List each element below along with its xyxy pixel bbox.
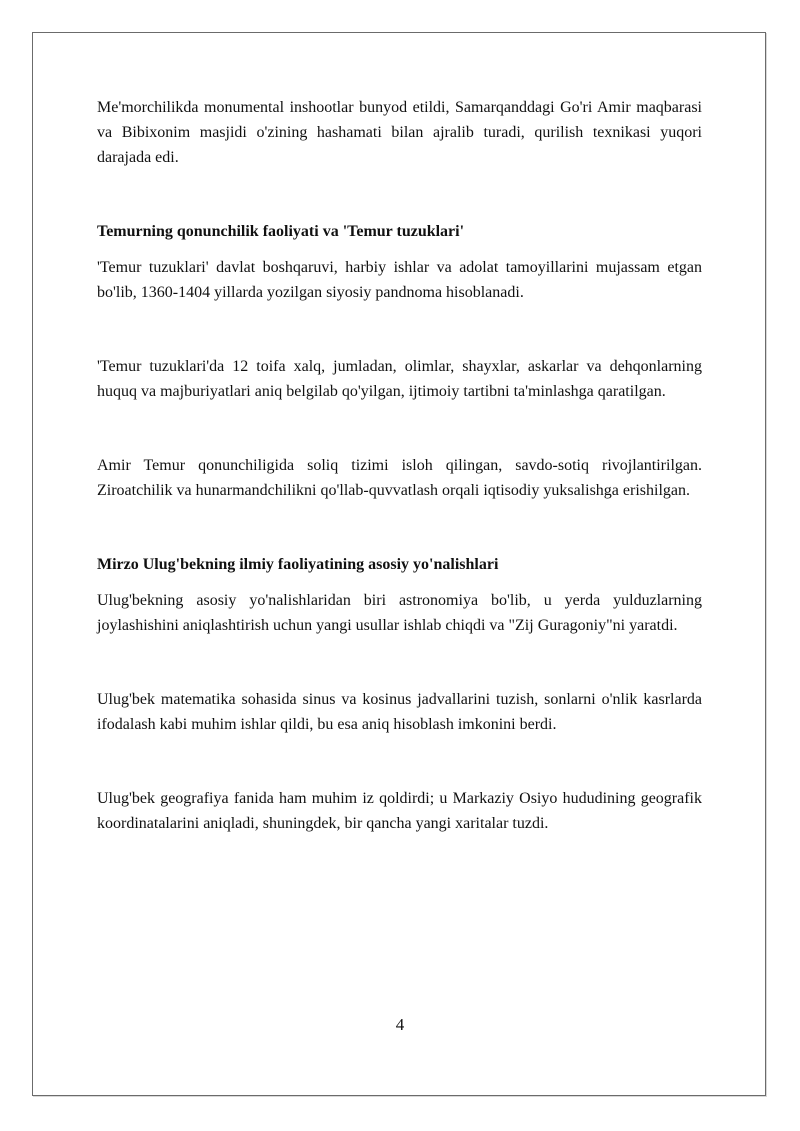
paragraph-architecture: Me'morchilikda monumental inshootlar bunyod etildi, Samarqanddagi Go'ri Amir maqbarasi va Bibixonim masjidi o'zining hashamati bilan ajralib turadi, qurilish texnikasi yuqori darajada edi.: [97, 99, 702, 166]
paragraph-tuzuklar-definition: 'Temur tuzuklari' davlat boshqaruvi, harbiy ishlar va adolat tamoyillarini mujassam etgan bo'lib, 1360-1404 yillarda yozilgan siyosiy pandnoma hisoblanadi.: [97, 259, 702, 301]
paragraph-tuzuklar-classes: 'Temur tuzuklari'da 12 toifa xalq, jumladan, olimlar, shayxlar, askarlar va dehqonlarning huquq va majburiyatlari aniq belgilab qo'yilgan, ijtimoiy tartibni ta'minlashga qaratilgan.: [97, 358, 702, 400]
paragraph-geography: Ulug'bek geografiya fanida ham muhim iz qoldirdi; u Markaziy Osiyo hududining geografik koordinatalarini aniqladi, shuningdek, bir qancha yangi xaritalar tuzdi.: [97, 790, 702, 832]
section-heading-legislation: Temurning qonunchilik faoliyati va 'Temur tuzuklari': [97, 223, 465, 240]
paragraph-mathematics: Ulug'bek matematika sohasida sinus va kosinus jadvallarini tuzish, sonlarni o'nlik kasrlarda ifodalash kabi muhim ishlar qildi, bu esa aniq hisoblash imkonini berdi.: [97, 691, 702, 733]
section-heading-ulugbek: Mirzo Ulug'bekning ilmiy faoliyatining asosiy yo'nalishlari: [97, 556, 499, 573]
page-number: 4: [395, 1015, 405, 1034]
document-body: [97, 95, 702, 836]
paragraph-astronomy: Ulug'bekning asosiy yo'nalishlaridan biri astronomiya bo'lib, u yerda yulduzlarning joylashishini aniqlashtirish uchun yangi usullar ishlab chiqdi va "Zij Guragoniy"ni yaratdi.: [97, 592, 702, 634]
paragraph-tax-reform: Amir Temur qonunchiligida soliq tizimi isloh qilingan, savdo-sotiq rivojlantirilgan. Ziroatchilik va hunarmandchilikni qo'llab-quvvatlash orqali iqtisodiy yuksalishga erishilgan.: [97, 457, 702, 499]
